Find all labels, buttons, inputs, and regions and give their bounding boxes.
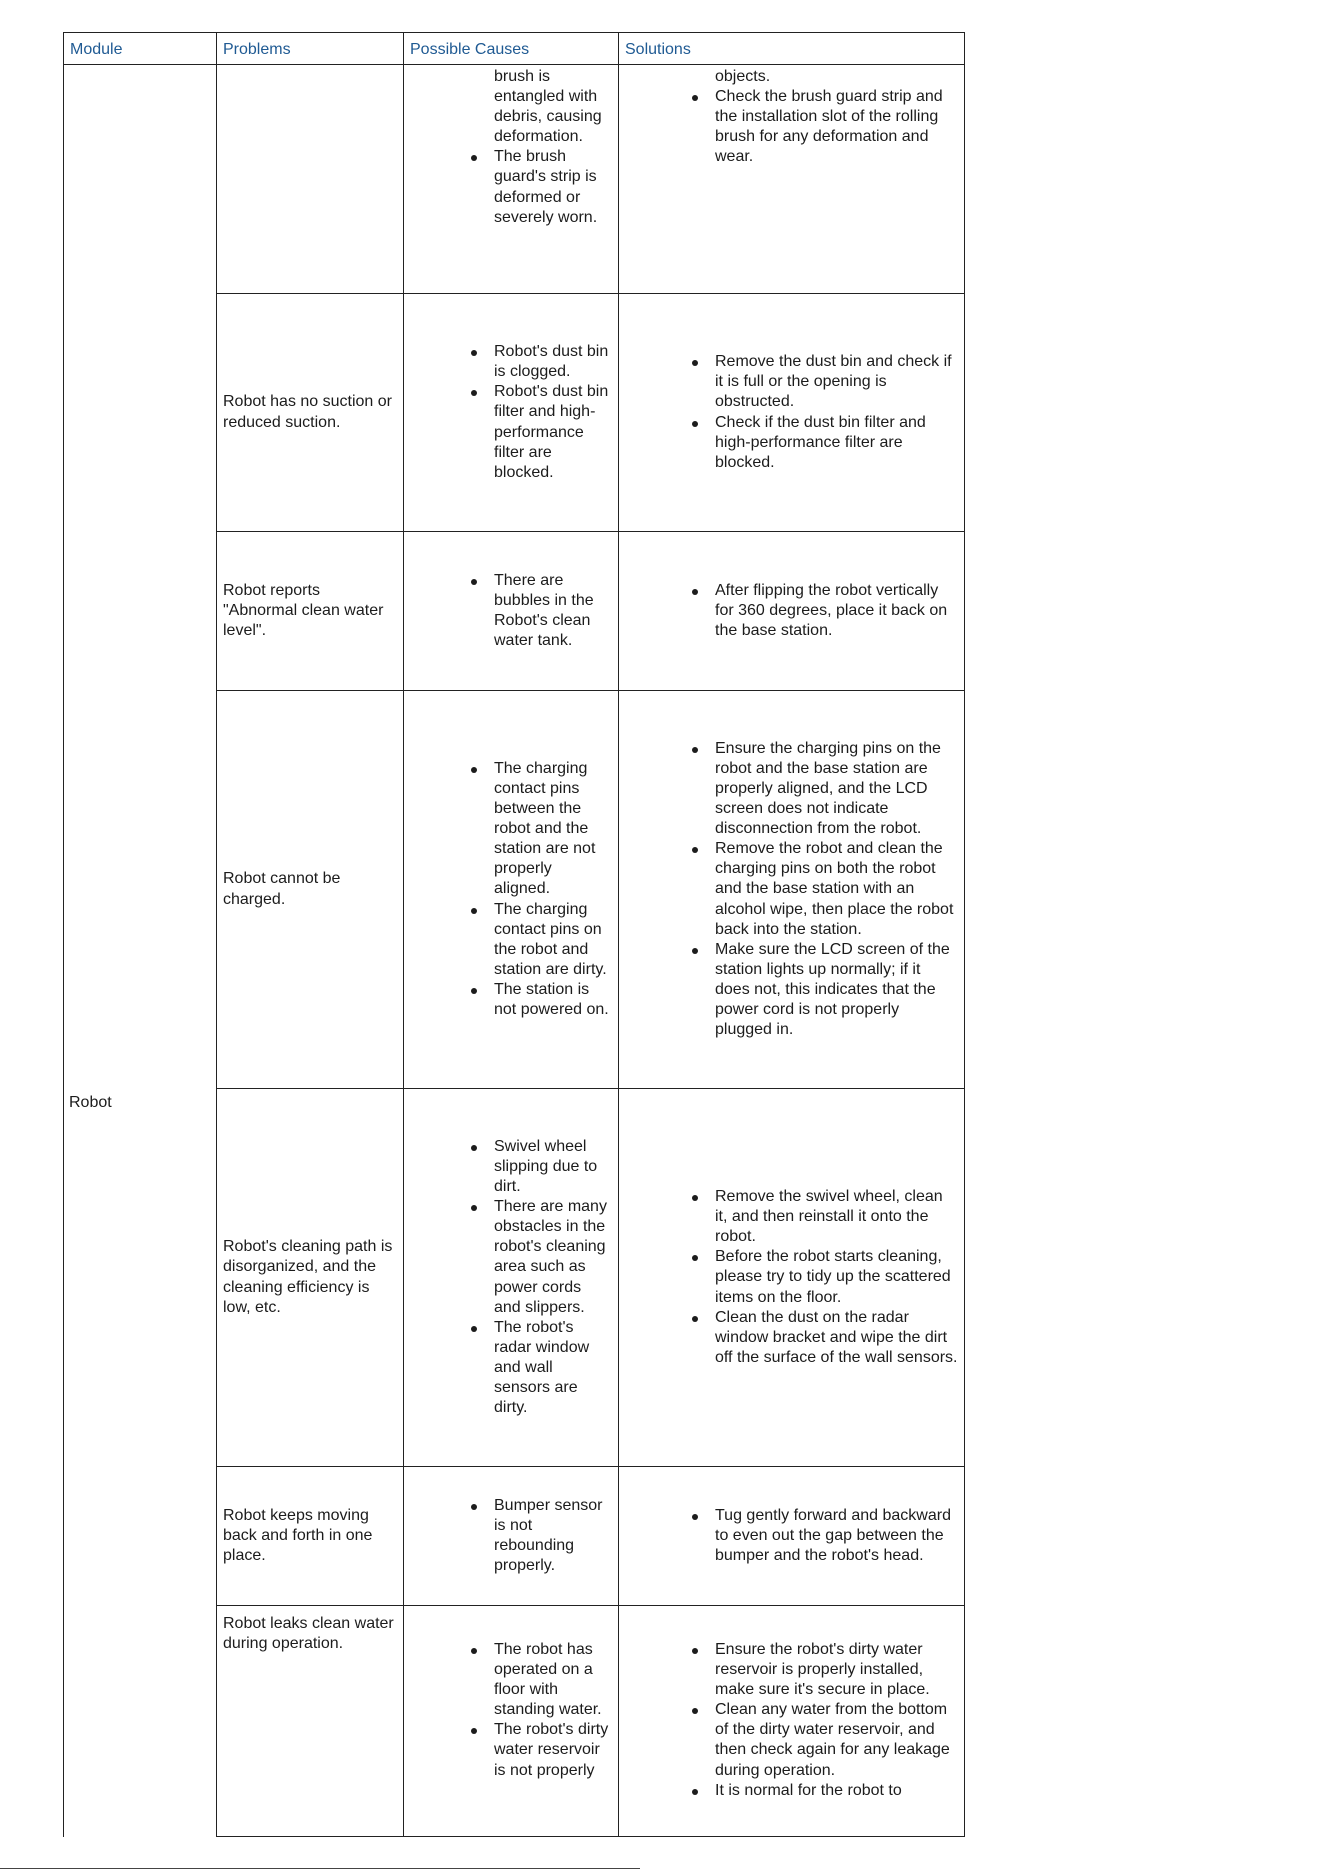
cause-cell (404, 532, 619, 691)
solution-cell (619, 294, 965, 532)
solution-cell (619, 1089, 965, 1467)
problem-cell (217, 1606, 404, 1837)
header-solutions: Solutions (619, 33, 965, 65)
problem-cell (217, 294, 404, 532)
cause-list (410, 1496, 612, 1576)
solution-item: Check if the dust bin filter and high-performance filter are blocked. (715, 413, 958, 473)
cause-cell (404, 65, 619, 294)
problem-cell (217, 1089, 404, 1467)
solution-item: Clean the dust on the radar window bracket and wipe the dirt off the surface of the wall sensors. (715, 1308, 958, 1368)
solution-list (625, 1187, 958, 1368)
cause-item: Robot's dust bin is clogged. (494, 342, 612, 382)
solution-item: After flipping the robot vertically for 360 degrees, place it back on the base station. (715, 581, 958, 641)
solution-item: Check the brush guard strip and the installation slot of the rolling brush for any deformation and wear. (715, 87, 958, 167)
cause-item: The charging contact pins between the robot and the station are not properly aligned. (494, 759, 612, 900)
table-body (64, 65, 965, 1837)
cause-item: brush is entangled with debris, causing deformation. (494, 68, 602, 146)
problem-text: Robot has no suction or reduced suction. (223, 393, 392, 431)
cause-item: Bumper sensor is not rebounding properly. (494, 1496, 612, 1576)
cause-list (410, 1640, 612, 1781)
solution-item: Make sure the LCD screen of the station lights up normally; if it does not, this indicates that the power cord is not properly plugged in. (715, 940, 958, 1040)
cause-list (410, 571, 612, 651)
cause-item: The robot has operated on a floor with standing water. (494, 1640, 612, 1720)
problem-text: Robot keeps moving back and forth in one place. (223, 1506, 373, 1565)
cause-list (410, 759, 612, 1020)
module-cell (64, 65, 217, 1837)
module-name: Robot (69, 1094, 112, 1111)
header-causes: Possible Causes (404, 33, 619, 65)
solution-list (625, 581, 958, 641)
table-row (64, 65, 965, 294)
cause-item: Robot's dust bin filter and high-performance filter are blocked. (494, 382, 612, 482)
table-header-row (64, 33, 965, 65)
cause-item: The brush guard's strip is deformed or severely worn. (494, 147, 612, 227)
cause-cell (404, 1606, 619, 1837)
solution-list (625, 739, 958, 1040)
problem-text: Robot's cleaning path is disorganized, and the cleaning efficiency is low, etc. (223, 1238, 393, 1316)
solution-cell (619, 65, 965, 294)
solution-item: Before the robot starts cleaning, please try to tidy up the scattered items on the floor. (715, 1247, 958, 1307)
solution-cell (619, 532, 965, 691)
problem-cell (217, 65, 404, 294)
solution-item: Remove the robot and clean the charging pins on both the robot and the base station with an alcohol wipe, then place the robot back into the station. (715, 839, 958, 939)
cause-cell (404, 294, 619, 532)
solution-list (625, 67, 958, 167)
solution-item: Remove the swivel wheel, clean it, and then reinstall it onto the robot. (715, 1187, 958, 1247)
solution-cell (619, 1606, 965, 1837)
cause-item: The station is not powered on. (494, 980, 612, 1020)
solution-item: Ensure the charging pins on the robot and the base station are properly aligned, and the LCD screen does not indicate disconnection from the robot. (715, 739, 958, 839)
solution-list (625, 1506, 958, 1566)
problem-text: Robot reports "Abnormal clean water level". (223, 581, 384, 640)
cause-cell (404, 1089, 619, 1467)
header-problems: Problems (217, 33, 404, 65)
cause-item: The robot's dirty water reservoir is not properly (494, 1720, 612, 1780)
solution-cell (619, 1467, 965, 1606)
problem-cell (217, 691, 404, 1089)
solution-list (625, 352, 958, 473)
solution-cell (619, 691, 965, 1089)
cause-item: There are bubbles in the Robot's clean water tank. (494, 571, 612, 651)
cause-item: Swivel wheel slipping due to dirt. (494, 1137, 612, 1197)
cause-list (410, 342, 612, 483)
cause-item: The robot's radar window and wall sensors are dirty. (494, 1318, 612, 1418)
cause-list (410, 1137, 612, 1418)
cause-item: The charging contact pins on the robot and station are dirty. (494, 900, 612, 980)
solution-item: Tug gently forward and backward to even out the gap between the bumper and the robot's head. (715, 1506, 958, 1566)
cause-item: There are many obstacles in the robot's cleaning area such as power cords and slippers. (494, 1197, 612, 1318)
cause-list (410, 67, 612, 228)
solution-item: It is normal for the robot to (715, 1781, 958, 1801)
solution-item: Remove the dust bin and check if it is full or the opening is obstructed. (715, 352, 958, 412)
footnote-separator (0, 1868, 640, 1869)
solution-item: Clean any water from the bottom of the dirty water reservoir, and then check again for any leakage during operation. (715, 1700, 958, 1780)
problem-text: Robot leaks clean water during operation. (223, 1615, 394, 1653)
header-module: Module (64, 33, 217, 65)
cause-cell (404, 1467, 619, 1606)
troubleshooting-table (63, 32, 965, 1837)
solution-item: Ensure the robot's dirty water reservoir is properly installed, make sure it's secure in place. (715, 1640, 958, 1700)
cause-cell (404, 691, 619, 1089)
problem-cell (217, 532, 404, 691)
problem-cell (217, 1467, 404, 1606)
solution-list (625, 1640, 958, 1801)
solution-item: objects. (715, 68, 771, 85)
problem-text: Robot cannot be charged. (223, 870, 341, 908)
